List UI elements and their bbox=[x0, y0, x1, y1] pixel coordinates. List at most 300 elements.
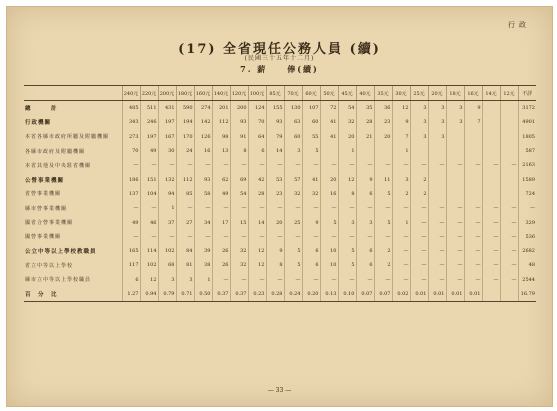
table-cell: 2163 bbox=[518, 158, 536, 172]
page-header-mark: 行政 bbox=[508, 21, 530, 29]
table-cell: — bbox=[392, 201, 410, 215]
table-cell: 132 bbox=[158, 172, 176, 186]
table-cell: 48 bbox=[518, 258, 536, 272]
table-cell: 60 bbox=[302, 115, 320, 129]
table-cell: 5 bbox=[338, 244, 356, 258]
table-cell: — bbox=[464, 230, 482, 244]
table-row bbox=[24, 144, 536, 158]
table-row bbox=[24, 273, 536, 287]
column-header: 20元 bbox=[428, 86, 446, 101]
table-cell: 0.79 bbox=[158, 287, 176, 302]
table-cell: — bbox=[500, 158, 518, 172]
table-cell: — bbox=[464, 244, 482, 258]
column-header: 14元 bbox=[482, 86, 500, 101]
table-cell: 5 bbox=[374, 215, 392, 229]
table-cell: — bbox=[410, 273, 428, 287]
table-row bbox=[24, 115, 536, 129]
table-cell: 54 bbox=[338, 101, 356, 116]
table-cell: 1805 bbox=[518, 130, 536, 144]
table-cell: — bbox=[410, 258, 428, 272]
table-cell: 58 bbox=[194, 187, 212, 201]
table-cell: 93 bbox=[194, 172, 212, 186]
table-row bbox=[24, 101, 536, 116]
table-cell: — bbox=[428, 273, 446, 287]
table-cell: — bbox=[248, 201, 266, 215]
table-cell bbox=[500, 172, 518, 186]
table-cell: 0.01 bbox=[410, 287, 428, 302]
table-cell: 84 bbox=[176, 244, 194, 258]
table-row bbox=[24, 172, 536, 186]
table-cell: 200 bbox=[230, 101, 248, 116]
table-cell: — bbox=[446, 201, 464, 215]
table-cell: 2 bbox=[374, 244, 392, 258]
table-cell: — bbox=[194, 158, 212, 172]
table-cell: — bbox=[266, 158, 284, 172]
table-row bbox=[24, 230, 536, 244]
table-cell: 27 bbox=[176, 215, 194, 229]
table-cell: 49 bbox=[122, 215, 140, 229]
table-cell: 30 bbox=[158, 144, 176, 158]
table-cell: 536 bbox=[518, 230, 536, 244]
column-header: 60元 bbox=[302, 86, 320, 101]
table-cell: 68 bbox=[158, 258, 176, 272]
table-cell: — bbox=[320, 201, 338, 215]
table-cell: 81 bbox=[176, 258, 194, 272]
table-cell: 20 bbox=[266, 215, 284, 229]
table-cell bbox=[320, 144, 338, 158]
table-cell: — bbox=[446, 158, 464, 172]
table-cell: 14 bbox=[266, 144, 284, 158]
table-cell: — bbox=[140, 230, 158, 244]
table-cell: 3 bbox=[428, 101, 446, 116]
table-cell: — bbox=[428, 244, 446, 258]
table-cell: — bbox=[374, 158, 392, 172]
table-cell: 11 bbox=[374, 172, 392, 186]
table-cell bbox=[446, 187, 464, 201]
table-cell: — bbox=[356, 201, 374, 215]
table-cell: — bbox=[500, 201, 518, 215]
table-cell: 13 bbox=[212, 144, 230, 158]
table-cell: — bbox=[482, 244, 500, 258]
table-cell: 2682 bbox=[518, 244, 536, 258]
table-cell: 63 bbox=[284, 115, 302, 129]
table-cell: 329 bbox=[518, 215, 536, 229]
table-cell: 60 bbox=[284, 130, 302, 144]
table-cell: — bbox=[482, 215, 500, 229]
table-cell: 246 bbox=[140, 115, 158, 129]
table-subtitle: (民國三十五年十二月) bbox=[244, 55, 315, 62]
table-cell: — bbox=[302, 273, 320, 287]
table-cell bbox=[482, 130, 500, 144]
table-row bbox=[24, 244, 536, 258]
table-cell bbox=[428, 172, 446, 186]
table-cell: — bbox=[500, 230, 518, 244]
table-row bbox=[24, 158, 536, 172]
column-header: 12元 bbox=[500, 86, 518, 101]
table-cell: — bbox=[230, 230, 248, 244]
column-header: 160元 bbox=[194, 86, 212, 101]
table-cell bbox=[482, 115, 500, 129]
table-cell: — bbox=[248, 273, 266, 287]
table-cell: — bbox=[500, 258, 518, 272]
table-cell: 274 bbox=[194, 101, 212, 116]
table-cell: 6 bbox=[356, 187, 374, 201]
row-label: 行政機關 bbox=[25, 120, 52, 127]
column-header: 50元 bbox=[320, 86, 338, 101]
table-cell bbox=[428, 187, 446, 201]
table-cell: — bbox=[194, 201, 212, 215]
table-cell: 32 bbox=[230, 258, 248, 272]
table-cell: 3 bbox=[392, 172, 410, 186]
column-header: 85元 bbox=[266, 86, 284, 101]
table-cell: 28 bbox=[356, 115, 374, 129]
table-cell: — bbox=[140, 201, 158, 215]
table-cell: 5 bbox=[320, 215, 338, 229]
row-label: 公營事業機關 bbox=[25, 177, 65, 184]
table-cell: — bbox=[302, 201, 320, 215]
table-cell: 39 bbox=[194, 244, 212, 258]
table-cell: — bbox=[482, 230, 500, 244]
table-cell: — bbox=[374, 273, 392, 287]
table-cell: 590 bbox=[176, 101, 194, 116]
table-cell: 3 bbox=[410, 115, 428, 129]
table-cell: — bbox=[320, 273, 338, 287]
table-cell: 0.01 bbox=[428, 287, 446, 302]
column-header: 240元 bbox=[122, 86, 140, 101]
section-heading: 7. 薪 俸(續) bbox=[240, 64, 319, 74]
table-cell: — bbox=[212, 230, 230, 244]
table-cell: 70 bbox=[248, 115, 266, 129]
table-cell: 93 bbox=[266, 115, 284, 129]
table-cell: — bbox=[176, 158, 194, 172]
table-cell bbox=[482, 187, 500, 201]
table-cell: — bbox=[410, 244, 428, 258]
column-header: 120元 bbox=[230, 86, 248, 101]
table-cell: 8 bbox=[338, 187, 356, 201]
table-cell: — bbox=[320, 158, 338, 172]
table-cell: 0.94 bbox=[140, 287, 158, 302]
table-cell: 20 bbox=[320, 172, 338, 186]
table-cell: 3 bbox=[410, 130, 428, 144]
row-label: 縣市營事業機關 bbox=[25, 205, 68, 212]
table-cell: 12 bbox=[338, 172, 356, 186]
table-cell: 201 bbox=[212, 101, 230, 116]
table-title: (17) 全省現任公務人員 (續) bbox=[178, 42, 381, 57]
table-cell bbox=[464, 130, 482, 144]
table-cell: — bbox=[464, 258, 482, 272]
table-cell bbox=[482, 101, 500, 116]
table-cell: — bbox=[338, 230, 356, 244]
table-cell: 5 bbox=[284, 244, 302, 258]
table-cell: — bbox=[482, 158, 500, 172]
table-cell bbox=[500, 130, 518, 144]
table-cell bbox=[428, 144, 446, 158]
row-label: 省立中等以上學校 bbox=[25, 262, 74, 269]
table-cell: 8 bbox=[230, 144, 248, 158]
row-label: 縣市立中等以上學校職員 bbox=[25, 277, 92, 284]
table-cell bbox=[446, 172, 464, 186]
table-cell: 3 bbox=[428, 130, 446, 144]
table-cell: — bbox=[284, 273, 302, 287]
table-cell: 23 bbox=[266, 187, 284, 201]
table-cell: 1.27 bbox=[122, 287, 140, 302]
table-cell: — bbox=[428, 230, 446, 244]
column-header: 35元 bbox=[374, 86, 392, 101]
table-cell: 3 bbox=[446, 101, 464, 116]
table-cell: — bbox=[230, 201, 248, 215]
table-cell: — bbox=[176, 230, 194, 244]
table-cell: — bbox=[158, 158, 176, 172]
table-row bbox=[24, 287, 536, 302]
table-cell: — bbox=[266, 273, 284, 287]
table-cell: 511 bbox=[140, 101, 158, 116]
table-cell: 23 bbox=[374, 115, 392, 129]
table-cell: 0.37 bbox=[212, 287, 230, 302]
table-row bbox=[24, 215, 536, 229]
table-cell: 112 bbox=[212, 115, 230, 129]
table-cell: 1 bbox=[338, 144, 356, 158]
table-cell: 1 bbox=[158, 201, 176, 215]
table-cell: 3 bbox=[410, 101, 428, 116]
table-cell: 1 bbox=[392, 215, 410, 229]
column-header: 16元 bbox=[464, 86, 482, 101]
row-label: 百 分 比 bbox=[24, 287, 122, 302]
table-cell bbox=[410, 144, 428, 158]
table-cell: 41 bbox=[320, 130, 338, 144]
table-cell: 35 bbox=[356, 101, 374, 116]
table-cell bbox=[500, 287, 518, 302]
table-cell: 98 bbox=[212, 130, 230, 144]
table-cell: 32 bbox=[284, 187, 302, 201]
table-cell: — bbox=[464, 201, 482, 215]
table-cell: — bbox=[284, 201, 302, 215]
table-cell: 7 bbox=[464, 115, 482, 129]
table-cell: — bbox=[446, 273, 464, 287]
table-cell: — bbox=[176, 201, 194, 215]
table-cell: 0.23 bbox=[248, 287, 266, 302]
table-cell: 130 bbox=[284, 101, 302, 116]
table-cell: 102 bbox=[158, 244, 176, 258]
table-cell: 2 bbox=[392, 187, 410, 201]
table-cell: 85 bbox=[176, 187, 194, 201]
table-cell: 0.71 bbox=[176, 287, 194, 302]
table-cell: 12 bbox=[248, 244, 266, 258]
row-label: 本省各縣市政府所屬及附屬機關 bbox=[25, 134, 110, 141]
table-cell: — bbox=[158, 230, 176, 244]
row-label: 各縣市政府及附屬機關 bbox=[25, 148, 86, 155]
table-cell: 197 bbox=[158, 115, 176, 129]
table-cell: 93 bbox=[230, 115, 248, 129]
table-cell: 28 bbox=[248, 187, 266, 201]
table-cell: 20 bbox=[374, 130, 392, 144]
column-header: 100元 bbox=[248, 86, 266, 101]
table-cell: 8 bbox=[266, 258, 284, 272]
table-cell: — bbox=[374, 230, 392, 244]
table-cell: 94 bbox=[158, 187, 176, 201]
table-cell: — bbox=[140, 158, 158, 172]
column-header: 70元 bbox=[284, 86, 302, 101]
table-cell: — bbox=[446, 258, 464, 272]
table-cell: 41 bbox=[302, 172, 320, 186]
table-cell: — bbox=[410, 201, 428, 215]
table-cell: 54 bbox=[230, 187, 248, 201]
table-cell: 0.28 bbox=[266, 287, 284, 302]
table-cell: 26 bbox=[212, 258, 230, 272]
table-cell: 34 bbox=[194, 215, 212, 229]
table-cell: — bbox=[446, 215, 464, 229]
table-cell: 9 bbox=[302, 215, 320, 229]
table-cell: 3 bbox=[446, 115, 464, 129]
table-cell: 0.02 bbox=[392, 287, 410, 302]
table-cell: 6 bbox=[122, 273, 140, 287]
table-cell bbox=[446, 144, 464, 158]
table-cell: 273 bbox=[122, 130, 140, 144]
table-cell: — bbox=[284, 158, 302, 172]
column-header: 220元 bbox=[140, 86, 158, 101]
table-cell: 53 bbox=[266, 172, 284, 186]
row-label: 公立中等以上學校教職員 bbox=[25, 249, 97, 256]
table-cell: 55 bbox=[302, 130, 320, 144]
table-cell bbox=[500, 115, 518, 129]
table-cell: 137 bbox=[122, 187, 140, 201]
table-cell: 104 bbox=[140, 187, 158, 201]
table-cell: — bbox=[320, 230, 338, 244]
table-cell: 0.10 bbox=[338, 287, 356, 302]
table-cell: 112 bbox=[176, 172, 194, 186]
table-cell: 49 bbox=[212, 187, 230, 201]
table-cell: — bbox=[230, 273, 248, 287]
table-cell: — bbox=[482, 201, 500, 215]
table-cell: 2 bbox=[410, 172, 428, 186]
table-cell: — bbox=[302, 158, 320, 172]
table-cell: 9 bbox=[464, 101, 482, 116]
table-cell: — bbox=[266, 201, 284, 215]
table-cell: 2 bbox=[410, 187, 428, 201]
table-cell: — bbox=[284, 230, 302, 244]
table-cell: 16 bbox=[320, 187, 338, 201]
table-cell: — bbox=[338, 201, 356, 215]
table-cell: — bbox=[212, 201, 230, 215]
table-cell: 6 bbox=[302, 244, 320, 258]
table-cell: — bbox=[464, 273, 482, 287]
table-cell: — bbox=[338, 158, 356, 172]
table-cell: — bbox=[248, 158, 266, 172]
table-cell: 6 bbox=[356, 258, 374, 272]
table-row bbox=[24, 187, 536, 201]
table-cell: 91 bbox=[230, 130, 248, 144]
table-cell: 38 bbox=[194, 258, 212, 272]
table-cell: 6 bbox=[302, 258, 320, 272]
table-cell: — bbox=[464, 215, 482, 229]
table-cell: — bbox=[122, 158, 140, 172]
table-cell: 102 bbox=[140, 258, 158, 272]
table-cell: 186 bbox=[122, 172, 140, 186]
row-label: 總 計 bbox=[25, 106, 58, 113]
table-cell: 7 bbox=[392, 130, 410, 144]
document-page bbox=[6, 6, 553, 407]
table-cell: 0.50 bbox=[194, 287, 212, 302]
table-cell: 197 bbox=[140, 130, 158, 144]
table-cell: 49 bbox=[140, 144, 158, 158]
column-header: 不詳 bbox=[518, 86, 536, 101]
table-cell: 32 bbox=[302, 187, 320, 201]
table-row bbox=[24, 258, 536, 272]
table-cell: 62 bbox=[212, 172, 230, 186]
table-cell: 2 bbox=[374, 258, 392, 272]
table-cell: — bbox=[122, 230, 140, 244]
table-cell: — bbox=[464, 158, 482, 172]
table-cell: 126 bbox=[194, 130, 212, 144]
table-cell: 114 bbox=[140, 244, 158, 258]
table-cell: 194 bbox=[176, 115, 194, 129]
table-cell: 25 bbox=[284, 215, 302, 229]
table-cell: 32 bbox=[338, 115, 356, 129]
column-header: 30元 bbox=[392, 86, 410, 101]
table-cell bbox=[482, 144, 500, 158]
table-cell: 69 bbox=[230, 172, 248, 186]
table-cell: 3 bbox=[428, 115, 446, 129]
column-header: 200元 bbox=[158, 86, 176, 101]
table-cell: — bbox=[392, 244, 410, 258]
column-header: 140元 bbox=[212, 86, 230, 101]
table-cell: 155 bbox=[266, 101, 284, 116]
table-cell: — bbox=[392, 230, 410, 244]
table-cell: — bbox=[248, 230, 266, 244]
table-cell: — bbox=[428, 215, 446, 229]
column-header: 18元 bbox=[446, 86, 464, 101]
table-cell: 3172 bbox=[518, 101, 536, 116]
table-cell: 151 bbox=[140, 172, 158, 186]
table-cell: — bbox=[428, 158, 446, 172]
table-cell: 9 bbox=[356, 172, 374, 186]
column-header: 25元 bbox=[410, 86, 428, 101]
table-cell: 16.79 bbox=[518, 287, 536, 302]
table-cell bbox=[374, 144, 392, 158]
table-cell: 1 bbox=[194, 273, 212, 287]
row-label: 國營事業機關 bbox=[25, 234, 62, 241]
table-cell: — bbox=[428, 258, 446, 272]
table-cell: — bbox=[356, 158, 374, 172]
table-cell: 72 bbox=[320, 101, 338, 116]
table-cell: — bbox=[500, 215, 518, 229]
salary-table bbox=[24, 85, 536, 302]
table-cell: 12 bbox=[140, 273, 158, 287]
table-cell: 485 bbox=[122, 101, 140, 116]
table-cell: 3 bbox=[158, 273, 176, 287]
table-cell: 24 bbox=[176, 144, 194, 158]
table-cell: 6 bbox=[248, 144, 266, 158]
table-cell: — bbox=[392, 158, 410, 172]
table-cell: 5 bbox=[302, 144, 320, 158]
table-cell: — bbox=[266, 230, 284, 244]
row-label: 國省合營事業機關 bbox=[25, 220, 74, 227]
table-cell: — bbox=[446, 244, 464, 258]
table-cell: 42 bbox=[248, 172, 266, 186]
table-cell: 0.07 bbox=[374, 287, 392, 302]
table-cell: — bbox=[500, 273, 518, 287]
table-cell: — bbox=[410, 215, 428, 229]
table-cell: 3 bbox=[356, 215, 374, 229]
table-cell: — bbox=[518, 201, 536, 215]
table-cell: 64 bbox=[248, 130, 266, 144]
table-row bbox=[24, 130, 536, 144]
row-label: 本省其他及中央駐省機關 bbox=[25, 162, 92, 169]
table-cell: 4901 bbox=[518, 115, 536, 129]
table-cell: 70 bbox=[122, 144, 140, 158]
table-cell: 142 bbox=[194, 115, 212, 129]
table-cell: 32 bbox=[230, 244, 248, 258]
table-cell: 343 bbox=[122, 115, 140, 129]
